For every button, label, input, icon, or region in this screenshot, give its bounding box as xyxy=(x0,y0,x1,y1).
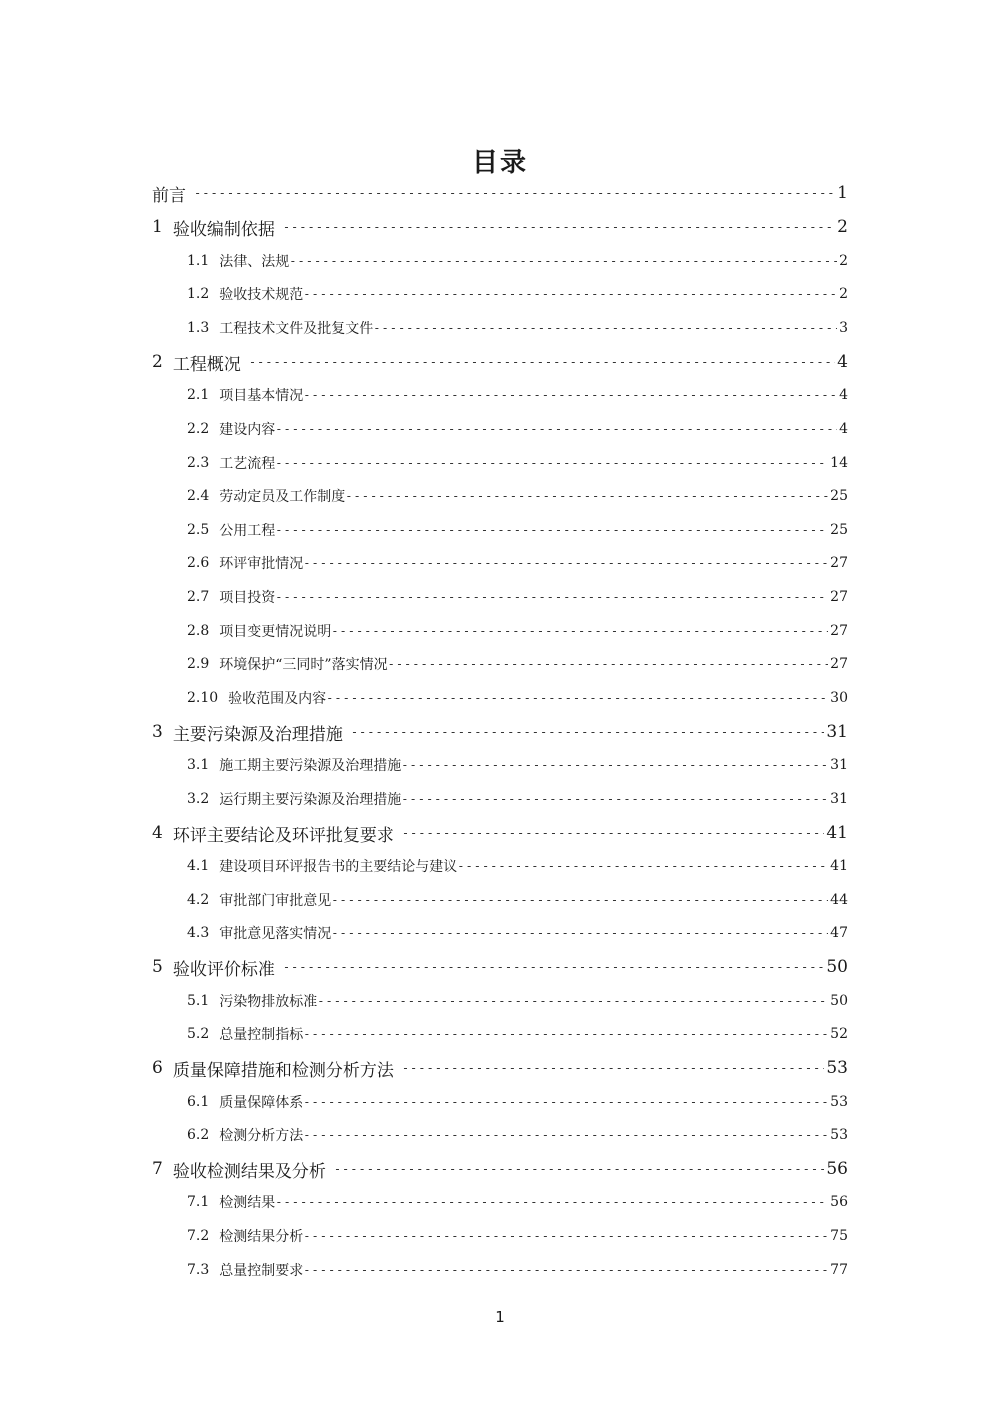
toc-entry[interactable] xyxy=(187,784,848,814)
toc-entry-title: 审批部门审批意见 xyxy=(219,893,332,909)
toc-dot-leader xyxy=(275,523,828,537)
toc-entry-number: 1.3 xyxy=(187,320,210,336)
toc-dot-leader xyxy=(303,1095,828,1109)
toc-dot-leader xyxy=(194,186,835,200)
toc-entry[interactable] xyxy=(152,1154,848,1184)
toc-entry-number: 1.2 xyxy=(187,286,210,302)
toc-dot-leader xyxy=(249,355,835,369)
toc-entry[interactable] xyxy=(187,683,848,713)
toc-entry-page: 53 xyxy=(830,1094,848,1110)
toc-entry-page: 4 xyxy=(837,352,848,372)
toc-entry[interactable] xyxy=(187,1187,848,1217)
toc-dot-leader xyxy=(283,960,825,974)
toc-dot-leader xyxy=(289,254,837,268)
toc-entry-title: 项目投资 xyxy=(219,590,276,606)
toc-dot-leader xyxy=(401,758,828,772)
toc-entry[interactable] xyxy=(152,178,848,208)
toc-entry-page: 25 xyxy=(830,488,848,504)
toc-entry[interactable] xyxy=(187,548,848,578)
toc-dot-leader xyxy=(331,624,828,638)
page-number: 1 xyxy=(495,1308,505,1326)
toc-entry-number: 3.2 xyxy=(187,791,210,807)
toc-entry-title: 验收技术规范 xyxy=(219,287,304,303)
toc-entry-page: 50 xyxy=(830,993,848,1009)
toc-entry-title: 环评审批情况 xyxy=(219,556,304,572)
toc-entry-title: 前言 xyxy=(152,185,186,206)
toc-entry-page: 31 xyxy=(826,722,848,742)
toc-entry[interactable] xyxy=(187,380,848,410)
toc-entry-title: 审批意见落实情况 xyxy=(219,926,332,942)
toc-entry-page: 31 xyxy=(830,791,848,807)
toc-entry-title: 运行期主要污染源及治理措施 xyxy=(219,792,402,808)
toc-entry-title: 劳动定员及工作制度 xyxy=(219,489,346,505)
toc-entry-page: 27 xyxy=(830,555,848,571)
toc-entry[interactable] xyxy=(187,750,848,780)
toc-entry-title: 验收范围及内容 xyxy=(228,691,327,707)
toc-entry-title: 项目变更情况说明 xyxy=(219,624,332,640)
toc-entry-page: 2 xyxy=(837,217,848,237)
toc-entry-page: 30 xyxy=(830,690,848,706)
toc-entry-page: 47 xyxy=(830,925,848,941)
toc-entry-title: 验收评价标准 xyxy=(172,959,275,980)
toc-entry-page: 41 xyxy=(830,858,848,874)
toc-entry-number: 5.1 xyxy=(187,993,210,1009)
toc-entry-title: 总量控制指标 xyxy=(219,1027,304,1043)
toc-entry[interactable] xyxy=(152,952,848,982)
toc-entry-number: 2.7 xyxy=(187,589,210,605)
toc-entry-page: 53 xyxy=(826,1058,848,1078)
toc-entry[interactable] xyxy=(187,448,848,478)
toc-entry-title: 工程技术文件及批复文件 xyxy=(219,321,374,337)
page-title: 目录 xyxy=(471,148,528,178)
toc-dot-leader xyxy=(303,1229,828,1243)
toc-entry[interactable] xyxy=(187,885,848,915)
toc-entry-title: 项目基本情况 xyxy=(219,388,304,404)
toc-entry[interactable] xyxy=(187,279,848,309)
toc-entry-title: 工艺流程 xyxy=(219,456,276,472)
toc-entry-number: 2.5 xyxy=(187,522,210,538)
toc-entry-title: 环评主要结论及环评批复要求 xyxy=(172,825,394,846)
toc-entry-number: 4.1 xyxy=(187,858,210,874)
toc-dot-leader xyxy=(388,657,829,671)
toc-entry[interactable] xyxy=(152,347,848,377)
toc-entry-number: 7.1 xyxy=(187,1194,210,1210)
toc-entry-number: 4.2 xyxy=(187,892,210,908)
toc-entry-number: 2.4 xyxy=(187,488,210,504)
toc-entry-page: 75 xyxy=(830,1228,848,1244)
toc-entry[interactable] xyxy=(187,582,848,612)
toc-entry-title: 公用工程 xyxy=(219,523,276,539)
toc-entry[interactable] xyxy=(152,717,848,747)
toc-dot-leader xyxy=(303,556,828,570)
toc-entry-page: 27 xyxy=(830,656,848,672)
toc-entry-title: 总量控制要求 xyxy=(219,1263,304,1279)
toc-dot-leader xyxy=(351,725,825,739)
toc-entry-number: 1.1 xyxy=(187,253,210,269)
toc-entry-page: 1 xyxy=(837,183,848,203)
toc-entry-title: 验收检测结果及分析 xyxy=(172,1161,326,1182)
toc-entry[interactable] xyxy=(187,1221,848,1251)
toc-entry[interactable] xyxy=(187,515,848,545)
toc-entry[interactable] xyxy=(187,414,848,444)
toc-entry[interactable] xyxy=(152,1053,848,1083)
toc-entry-page: 31 xyxy=(830,757,848,773)
toc-entry-number: 7.2 xyxy=(187,1228,210,1244)
toc-entry-number: 2.1 xyxy=(187,387,210,403)
toc-entry-title: 法律、法规 xyxy=(219,254,290,270)
toc-dot-leader xyxy=(303,287,837,301)
toc-entry-page: 56 xyxy=(830,1194,848,1210)
toc-entry-title: 主要污染源及治理措施 xyxy=(172,724,343,745)
toc-dot-leader xyxy=(303,1027,828,1041)
toc-entry-number: 6 xyxy=(152,1058,163,1078)
toc-entry-number: 2.10 xyxy=(187,690,219,706)
toc-entry-page: 41 xyxy=(826,823,848,843)
toc-entry-page: 50 xyxy=(826,957,848,977)
toc-entry-page: 2 xyxy=(839,286,848,302)
toc-entry-title: 环境保护“三同时”落实情况 xyxy=(219,657,388,673)
toc-entry-title: 污染物排放标准 xyxy=(219,994,318,1010)
toc-dot-leader xyxy=(275,422,837,436)
toc-entry[interactable] xyxy=(187,1087,848,1117)
toc-dot-leader xyxy=(402,1061,825,1075)
toc-dot-leader xyxy=(275,456,828,470)
toc-entry-number: 2.9 xyxy=(187,656,210,672)
toc-entry-number: 5 xyxy=(152,957,163,977)
toc-entry-title: 建设内容 xyxy=(219,422,276,438)
toc-entry-title: 质量保障措施和检测分析方法 xyxy=(172,1060,394,1081)
toc-entry-number: 6.2 xyxy=(187,1127,210,1143)
toc-entry-number: 2.6 xyxy=(187,555,210,571)
toc-entry-number: 1 xyxy=(152,217,163,237)
toc-entry-title: 检测结果 xyxy=(219,1195,276,1211)
toc-entry-number: 5.2 xyxy=(187,1026,210,1042)
toc-entry-page: 2 xyxy=(839,253,848,269)
toc-entry[interactable] xyxy=(187,1255,848,1285)
toc-entry[interactable] xyxy=(187,1120,848,1150)
toc-entry[interactable] xyxy=(187,313,848,343)
toc-entry-number: 2.8 xyxy=(187,623,210,639)
toc-entry-number: 6.1 xyxy=(187,1094,210,1110)
toc-entry-page: 25 xyxy=(830,522,848,538)
toc-entry[interactable] xyxy=(187,1019,848,1049)
toc-entry-number: 7 xyxy=(152,1159,163,1179)
toc-entry-page: 27 xyxy=(830,589,848,605)
toc-dot-leader xyxy=(331,926,828,940)
toc-entry-title: 检测结果分析 xyxy=(219,1229,304,1245)
toc-entry-number: 4.3 xyxy=(187,925,210,941)
toc-entry-number: 3 xyxy=(152,722,163,742)
toc-entry-number: 2.3 xyxy=(187,455,210,471)
toc-entry-number: 2.2 xyxy=(187,421,210,437)
toc-dot-leader xyxy=(373,321,837,335)
toc-entry-title: 质量保障体系 xyxy=(219,1095,304,1111)
toc-entry[interactable] xyxy=(187,246,848,276)
toc-entry-page: 27 xyxy=(830,623,848,639)
toc-entry-page: 44 xyxy=(830,892,848,908)
toc-entry[interactable] xyxy=(152,212,848,242)
toc-entry-page: 56 xyxy=(826,1159,848,1179)
toc-entry-page: 52 xyxy=(830,1026,848,1042)
toc-dot-leader xyxy=(457,859,828,873)
toc-entry-number: 7.3 xyxy=(187,1262,210,1278)
toc-dot-leader xyxy=(402,826,825,840)
toc-dot-leader xyxy=(283,220,835,234)
toc-dot-leader xyxy=(275,590,828,604)
toc-dot-leader xyxy=(334,1162,825,1176)
toc-entry-title: 验收编制依据 xyxy=(172,219,275,240)
toc-entry-number: 2 xyxy=(152,352,163,372)
toc-entry[interactable] xyxy=(152,818,848,848)
toc-entry[interactable] xyxy=(187,986,848,1016)
toc-entry[interactable] xyxy=(187,649,848,679)
toc-dot-leader xyxy=(317,994,828,1008)
toc-entry-number: 3.1 xyxy=(187,757,210,773)
toc-dot-leader xyxy=(303,388,837,402)
toc-dot-leader xyxy=(303,1128,828,1142)
toc-entry[interactable] xyxy=(187,918,848,948)
toc-dot-leader xyxy=(331,893,828,907)
toc-entry-page: 3 xyxy=(839,320,848,336)
toc-entry-title: 施工期主要污染源及治理措施 xyxy=(219,758,402,774)
toc-entry-page: 4 xyxy=(839,421,848,437)
toc-dot-leader xyxy=(275,1195,828,1209)
toc-entry-title: 建设项目环评报告书的主要结论与建议 xyxy=(219,859,458,875)
toc-entry-title: 工程概况 xyxy=(172,354,241,375)
toc-entry[interactable] xyxy=(187,851,848,881)
toc-dot-leader xyxy=(326,691,828,705)
toc-entry-page: 4 xyxy=(839,387,848,403)
toc-dot-leader xyxy=(303,1263,828,1277)
toc-entry[interactable] xyxy=(187,616,848,646)
toc-entry-page: 53 xyxy=(830,1127,848,1143)
toc-entry-title: 检测分析方法 xyxy=(219,1128,304,1144)
toc-entry-number: 4 xyxy=(152,823,163,843)
toc-entry-page: 14 xyxy=(830,455,848,471)
toc-dot-leader xyxy=(401,792,828,806)
toc-entry[interactable] xyxy=(187,481,848,511)
toc-entry-page: 77 xyxy=(830,1262,848,1278)
toc-dot-leader xyxy=(345,489,828,503)
